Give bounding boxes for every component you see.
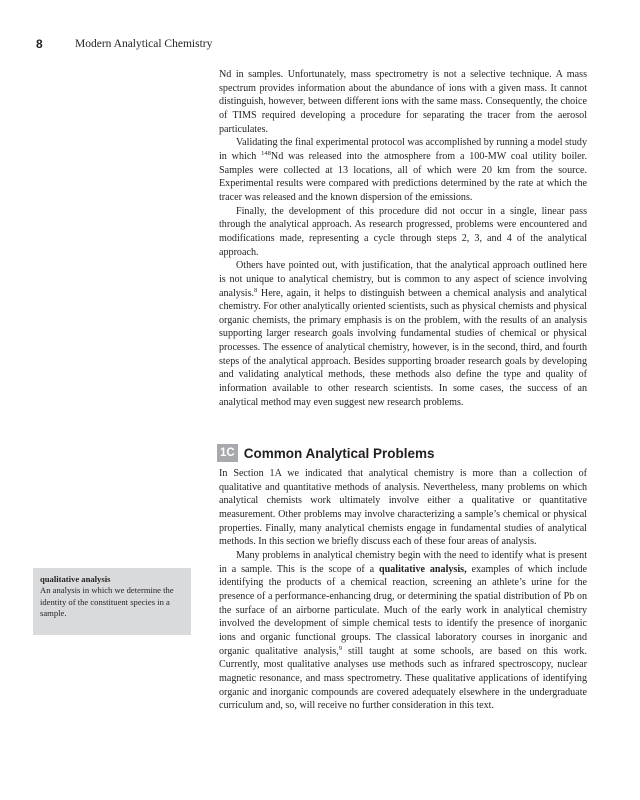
- running-head: Modern Analytical Chemistry: [75, 38, 213, 50]
- paragraph: Finally, the development of this procedure did not occur in a single, linear pass through the analytical approach. As research progressed, problems were encountered and modifications made, representing a cycle through steps 2, 3, and 4 of the analytical approach.: [219, 205, 587, 258]
- text-span: Nd was released into the atmosphere from a 100-MW coal utility boiler. Samples were collected at 13 locations, all of which were 20 km from the source. Experimental results were compared with predictions determined by the rate at which the tracer was released and the known dispersion of the emissions.: [219, 150, 587, 203]
- section-title: Common Analytical Problems: [243, 445, 435, 461]
- body-text-block-2: [219, 467, 587, 713]
- text-span: Many problems in analytical chemistry begin with the need to identify what is present in a sample. This is the scope of a: [219, 549, 587, 575]
- paragraph: [219, 136, 587, 204]
- body-text-block-1: [219, 68, 587, 409]
- superscript: 148: [261, 149, 271, 157]
- text-span: examples of which include identifying the products of a chemical reaction, screening an athlete’s urine for the presence of a performance-enhancing drug, or determining the spatial distribution of Pb on the surface of an airborne particulate. Much of the early work in analytical chemistry involved the development of simple chemical tests to identify the presence of inorganic ions and organic functional groups. The classical laboratory courses in inorganic and organic qualitative analysis,: [219, 563, 588, 657]
- text-span: Validating the final experimental protocol was accomplished by running a model study in which: [219, 137, 587, 162]
- section-heading: [217, 443, 435, 463]
- paragraph: [219, 259, 587, 409]
- text-span: Others have pointed out, with justification, that the analytical approach outlined here is not unique to analytical chemistry, but is common to any aspect of science involving analysis.: [219, 260, 587, 299]
- paragraph: [219, 549, 587, 713]
- margin-glossary-box: [33, 568, 191, 635]
- footnote-ref: 9: [338, 644, 342, 652]
- glossary-term: qualitative analysis: [40, 574, 111, 584]
- footnote-ref: 8: [254, 286, 258, 294]
- paragraph: Nd in samples. Unfortunately, mass spectrometry is not a selective technique. A mass spectrum provides information about the abundance of ions with a given mass. It cannot distinguish, however, between different ions with the same mass. Consequently, the choice of TIMS required developing a procedure for separating the tracer from the aerosol particulates.: [219, 69, 587, 135]
- glossary-definition: An analysis in which we determine the identity of the constituent species in a sample.: [40, 585, 174, 619]
- page-number: 8: [36, 37, 43, 51]
- section-number-badge: 1C: [217, 444, 238, 462]
- paragraph: In Section 1A we indicated that analytical chemistry is more than a collection of qualitative and quantitative methods of analysis. Nevertheless, many problems on which analytical chemists work ultimately involve either a qualitative or quantitative measurement. Other problems may involve characterizing a sample’s chemical or physical properties. Finally, many analytical chemists engage in fundamental studies of analytical methods. In this section we briefly discuss each of these four areas of analysis.: [219, 468, 587, 548]
- key-term: qualitative analysis,: [379, 563, 467, 575]
- text-span: Here, again, it helps to distinguish between a chemical analysis and analytical chemistry. For other analytically oriented scientists, such as physical chemists and physical organic chemists, the primary emphasis is on the problem, with the results of an analysis supporting larger research goals involving fundamental studies of chemical or physical processes. The essence of analytical chemistry, however, is in the second, third, and fourth steps of the analytical approach. Besides supporting broader research goals by developing and validating analytical methods, these methods also define the type and quality of information available to other research scientists. In some cases, the success of an analytical method may even suggest new research problems.: [219, 287, 587, 408]
- text-span: still taught at some schools, are based on this work. Currently, most qualitative analyses use methods such as infrared spectroscopy, nuclear magnetic resonance, and mass spectrometry. These qualitative applications of identifying organic and inorganic compounds are covered adequately elsewhere in the undergraduate curriculum and, so, will receive no further consideration in this text.: [219, 645, 587, 712]
